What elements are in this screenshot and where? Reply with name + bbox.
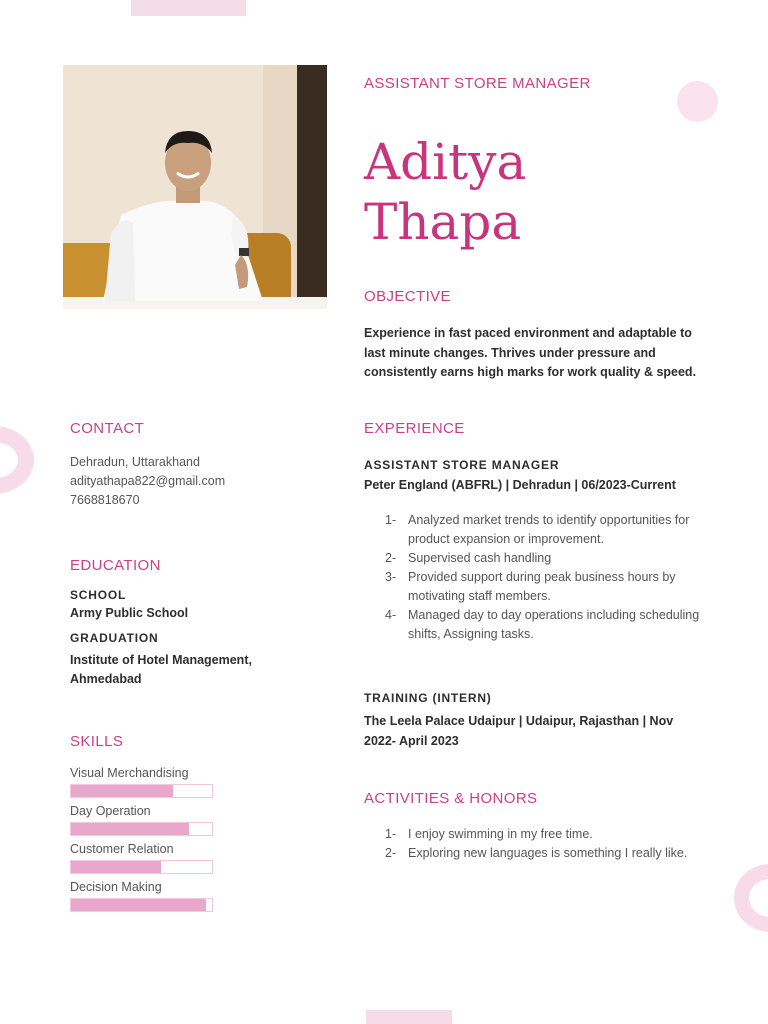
skill-bar-fill <box>71 899 206 911</box>
list-number: 3- <box>385 570 397 584</box>
decor-top-bar <box>131 0 246 16</box>
decor-ring-right <box>734 864 768 932</box>
decor-ring-left <box>0 426 34 494</box>
contact-email[interactable]: adityathapa822@gmail.com <box>70 474 226 488</box>
activities-heading: ACTIVITIES & HONORS <box>364 790 538 807</box>
skill-label: Decision Making <box>70 880 162 894</box>
contact-details <box>70 453 225 510</box>
role-title: ASSISTANT STORE MANAGER <box>364 75 591 92</box>
profile-photo <box>63 65 327 309</box>
education-heading: EDUCATION <box>70 557 161 574</box>
objective-text: Experience in fast paced environment and adaptable to last minute changes. Thrives under pressure and consistently earns high marks for work quality & speed. <box>364 326 697 379</box>
skill-item <box>70 803 213 836</box>
list-text: Provided support during peak business hours by motivating staff members. <box>408 570 676 603</box>
skill-bar <box>70 822 213 836</box>
graduation-label: GRADUATION <box>70 631 159 645</box>
list-number: 1- <box>385 513 397 527</box>
skill-label: Visual Merchandising <box>70 766 189 780</box>
list-number: 1- <box>385 827 397 841</box>
list-text: I enjoy swimming in my free time. <box>408 827 593 841</box>
last-name: Thapa <box>364 193 522 251</box>
list-number: 4- <box>385 608 397 622</box>
list-number: 2- <box>385 551 397 565</box>
skill-item <box>70 765 213 798</box>
list-text: Supervised cash handling <box>408 551 552 565</box>
job-title: ASSISTANT STORE MANAGER <box>364 458 560 472</box>
list-number: 2- <box>385 846 397 860</box>
decor-bottom-bar <box>366 1010 452 1024</box>
skill-bar-fill <box>71 861 161 873</box>
skill-bar-fill <box>71 785 173 797</box>
first-name: Aditya <box>364 133 527 191</box>
experience-list <box>364 511 704 644</box>
skill-bar-fill <box>71 823 189 835</box>
list-text: Analyzed market trends to identify opportunities for product expansion or improvement. <box>408 513 690 546</box>
list-item <box>364 606 704 644</box>
list-item <box>364 844 704 863</box>
list-item <box>364 549 704 568</box>
objective-heading: OBJECTIVE <box>364 288 451 305</box>
graduation-name: Institute of Hotel Management, Ahmedabad <box>70 653 252 686</box>
skill-item <box>70 841 213 874</box>
skill-bar <box>70 784 213 798</box>
skill-item <box>70 879 213 912</box>
list-text: Managed day to day operations including scheduling shifts, Assigning tasks. <box>408 608 700 641</box>
list-text: Exploring new languages is something I really like. <box>408 846 688 860</box>
skills-heading: SKILLS <box>70 733 124 750</box>
skill-bar <box>70 860 213 874</box>
skill-label: Day Operation <box>70 804 151 818</box>
list-item <box>364 568 704 606</box>
experience-heading: EXPERIENCE <box>364 420 465 437</box>
school-label: SCHOOL <box>70 588 127 602</box>
contact-heading: CONTACT <box>70 420 145 437</box>
skill-label: Customer Relation <box>70 842 174 856</box>
full-name <box>364 132 526 252</box>
training-place: The Leela Palace Udaipur | Udaipur, Rajasthan | Nov 2022- April 2023 <box>364 714 674 748</box>
activities-list <box>364 825 704 863</box>
list-item <box>364 511 704 549</box>
contact-location: Dehradun, Uttarakhand <box>70 455 200 469</box>
school-name: Army Public School <box>70 606 189 620</box>
skill-bar <box>70 898 213 912</box>
job-company: Peter England (ABFRL) | Dehradun | 06/2023-Current <box>364 478 676 492</box>
contact-phone[interactable]: 7668818670 <box>70 493 140 507</box>
decor-dot <box>677 81 718 122</box>
training-title: TRAINING (INTERN) <box>364 691 492 705</box>
list-item <box>364 825 704 844</box>
